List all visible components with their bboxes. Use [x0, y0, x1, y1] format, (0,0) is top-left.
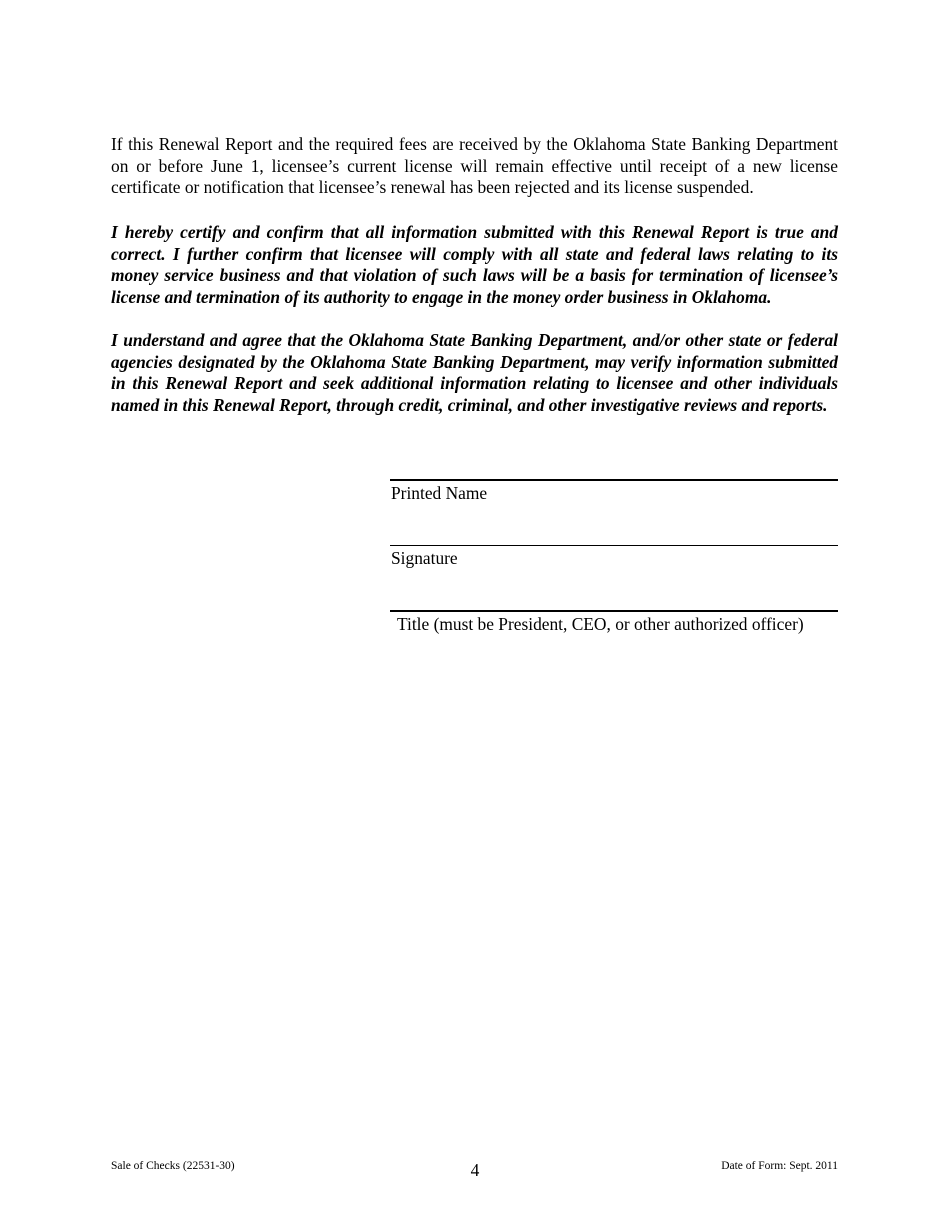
signature-line[interactable]: [390, 545, 838, 546]
printed-name-line[interactable]: [390, 479, 838, 481]
footer-form-date: Date of Form: Sept. 2011: [721, 1160, 838, 1172]
title-line[interactable]: [390, 610, 838, 612]
intro-paragraph: If this Renewal Report and the required fees are received by the Oklahoma State Banking Department on or before June 1, licensee’s current license will remain effective until receipt of a new license certificate or notification that licensee’s renewal has been rejected and its license suspended.: [111, 134, 838, 198]
agreement-paragraph: I understand and agree that the Oklahoma State Banking Department, and/or other state or federal agencies designated by the Oklahoma State Banking Department, may verify information submitted in this Renewal Report and seek additional information relating to licensee and other individuals named in this Renewal Report, through credit, criminal, and other investigative reviews and reports.: [111, 330, 838, 415]
signature-label: Signature: [391, 548, 458, 568]
footer-form-name: Sale of Checks (22531-30): [111, 1160, 235, 1172]
printed-name-label: Printed Name: [391, 483, 488, 503]
page-number: 4: [470, 1160, 480, 1180]
certification-paragraph: I hereby certify and confirm that all information submitted with this Renewal Report is true and correct. I further confirm that licensee will comply with all state and federal laws relating to its money service business and that violation of such laws will be a basis for termination of licensee’s license and termination of its authority to engage in the money order business in Oklahoma.: [111, 222, 838, 307]
title-label: Title (must be President, CEO, or other authorized officer): [397, 614, 804, 634]
